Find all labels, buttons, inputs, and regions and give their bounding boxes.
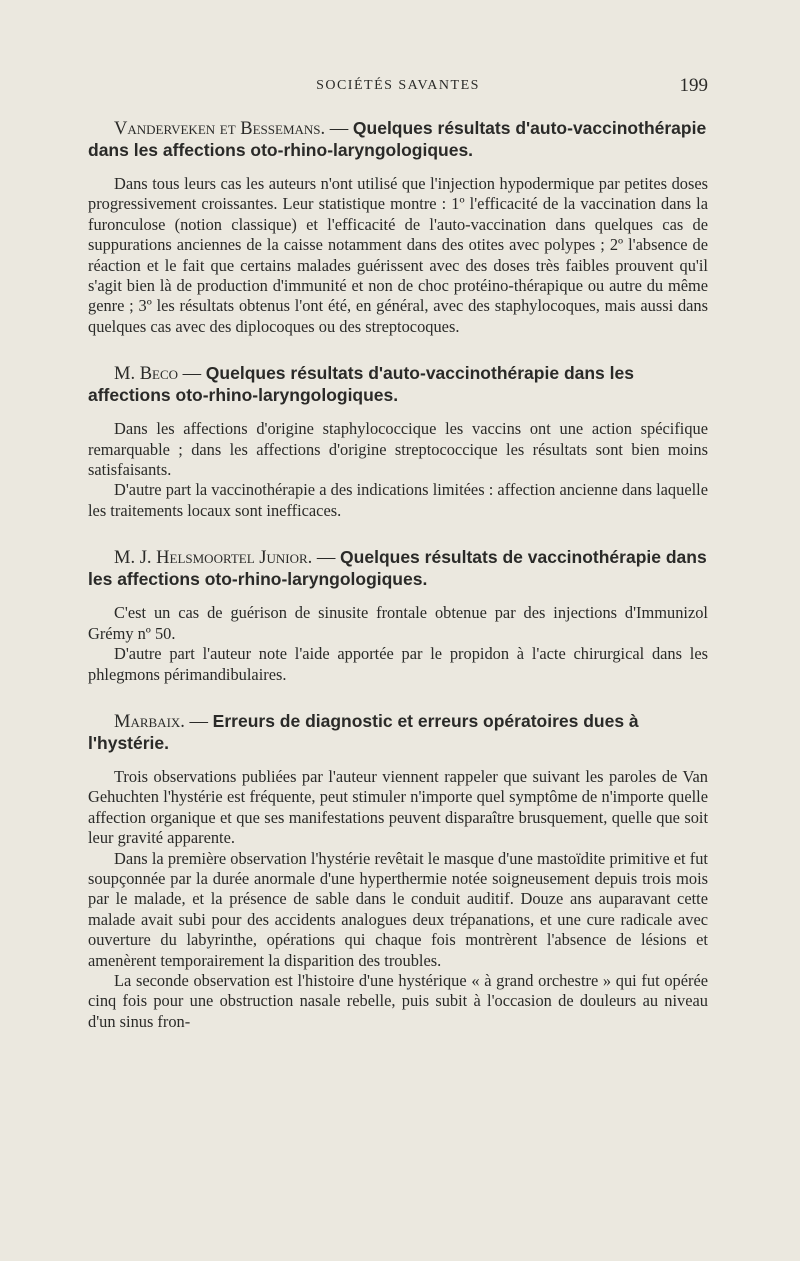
abstract-authors: Vanderveken et Bessemans. bbox=[114, 119, 326, 139]
page-number: 199 bbox=[679, 75, 708, 96]
abstract-section bbox=[88, 363, 708, 521]
abstract-title: Quelques résultats d'auto-vaccinothérapie dans les affections oto-rhino-laryngologiques. bbox=[88, 118, 707, 160]
running-title: SOCIÉTÉS SAVANTES bbox=[316, 78, 480, 93]
abstract-authors: M. J. Helsmoortel Junior. bbox=[114, 548, 313, 569]
abstract-heading bbox=[88, 547, 708, 591]
abstract-authors: M. Beco bbox=[114, 364, 179, 385]
abstract-paragraph: Dans la première observation l'hystérie revêtait le masque d'une mastoïdite primitive et fut soupçonnée par la durée anormale d'une hyperthermie notée soigneusement depuis trois mois par le malade, et la présence de sable dans le conduit auditif. Douze ans auparavant cette malade avait subi pour des accidents analogues deux trépanations, et une cure radicale avec ouverture du labyrinthe, opérations qui chaque fois montrèrent l'absence de lésions et amenèrent temporairement la disparition des troubles. bbox=[88, 848, 708, 970]
abstract-paragraph: Dans les affections d'origine staphylococcique les vaccins ont une action spécifique remarquable ; dans les affections d'origine streptococcique les résultats sont bien moins satisfaisants. bbox=[88, 419, 708, 480]
abstract-paragraph: La seconde observation est l'histoire d'une hystérique « à grand orchestre » qui fut opérée cinq fois pour une obstruction nasale rebelle, puis subit à l'occasion de douleurs au niveau d'un sinus fron- bbox=[88, 970, 708, 1031]
heading-separator: — bbox=[178, 364, 206, 385]
heading-separator: — bbox=[312, 548, 341, 569]
heading-separator: — bbox=[184, 711, 213, 732]
abstract-paragraph: Trois observations publiées par l'auteur viennent rappeler que suivant les paroles de Van Gehuchten l'hystérie est fréquente, peut stimuler n'importe quel symptôme de n'importe quelle affection organique et que ses manifestations peuvent disparaître brusquement, quelle que soit leur gravité apparente. bbox=[88, 766, 708, 848]
abstract-heading bbox=[88, 118, 708, 162]
abstract-section bbox=[88, 711, 708, 1032]
abstract-title: Quelques résultats de vaccinothérapie dans les affections oto-rhino-laryngologiques. bbox=[88, 547, 707, 590]
abstract-section bbox=[88, 547, 708, 685]
abstract-title: Erreurs de diagnostic et erreurs opératoires dues à l'hystérie. bbox=[88, 710, 639, 753]
abstract-section bbox=[88, 118, 708, 337]
abstract-paragraph: D'autre part la vaccinothérapie a des indications limitées : affection ancienne dans laquelle les traitements locaux sont inefficaces. bbox=[88, 480, 708, 520]
page-body bbox=[88, 118, 708, 1058]
abstract-heading bbox=[88, 711, 708, 755]
abstract-heading bbox=[88, 363, 708, 407]
abstract-paragraph: Dans tous leurs cas les auteurs n'ont utilisé que l'injection hypodermique par petites doses progressivement croissantes. Leur statistique montre : 1º l'efficacité de la vaccination dans la furonculose (notion classique) et l'efficacité de l'auto-vaccination dans quelques cas de suppurations anciennes de la caisse notamment dans des otites avec polypes ; 2º l'absence de réaction et le fait que certains malades guérissent avec des doses très faibles prouvent qu'il s'agit bien là de production d'immunité et non de choc protéino-thérapique ou autre du même genre ; 3º les résultats obtenus l'ont été, en général, avec des staphylocoques, mais aussi dans quelques cas avec des diplocoques ou des streptocoques. bbox=[88, 174, 708, 336]
abstract-title: Quelques résultats d'auto-vaccinothérapie dans les affections oto-rhino-laryngologiques. bbox=[88, 363, 634, 406]
heading-separator: — bbox=[325, 119, 353, 139]
abstract-paragraph: D'autre part l'auteur note l'aide apportée par le propidon à l'acte chirurgical dans les phlegmons périmandibulaires. bbox=[88, 644, 708, 684]
abstract-authors: Marbaix. bbox=[114, 711, 185, 732]
running-head bbox=[88, 75, 708, 99]
abstract-paragraph: C'est un cas de guérison de sinusite frontale obtenue par des injections d'Immunizol Grémy nº 50. bbox=[88, 603, 708, 643]
